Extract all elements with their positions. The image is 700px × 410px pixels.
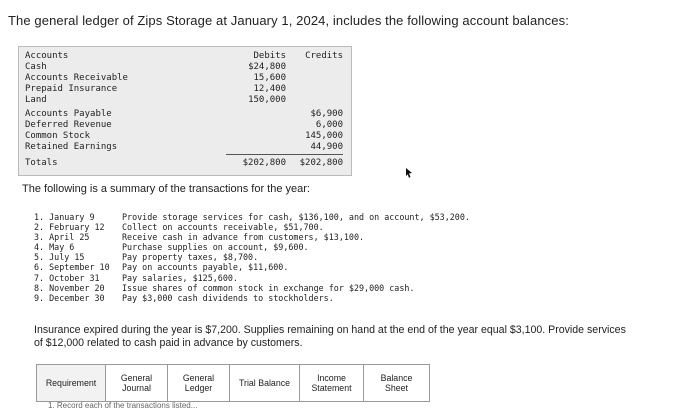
tab-general-ledger[interactable]: General Ledger [167, 365, 229, 401]
account-name: Land [25, 95, 47, 105]
debits-header: Debits [253, 51, 286, 61]
debit-total-rule [226, 154, 286, 155]
totals-label: Totals [25, 158, 58, 168]
credit-total: $202,800 [299, 158, 343, 168]
account-name: Deferred Revenue [25, 120, 112, 130]
table-row [19, 73, 351, 84]
table-row [19, 120, 351, 131]
summary-heading: The following is a summary of the transactions for the year: [22, 183, 310, 195]
requirement-instruction: 1. Record each of the transactions listed... [48, 401, 198, 410]
accounts-header: Accounts [25, 51, 69, 61]
credit-value: 145,000 [305, 131, 343, 141]
ledger-table [18, 46, 352, 176]
transaction-date: 3. April 25 [34, 232, 90, 243]
tab-general-journal[interactable]: General Journal [105, 365, 167, 401]
transaction-text: Issue shares of common stock in exchange for $29,000 cash. [122, 282, 415, 293]
tab-requirement[interactable]: Requirement [37, 365, 105, 401]
account-name: Accounts Payable [25, 109, 112, 119]
table-row [19, 131, 351, 142]
transaction-date: 9. December 30 [34, 292, 105, 303]
mouse-cursor-icon [404, 167, 414, 179]
credit-value: $6,900 [310, 109, 343, 119]
transaction-date: 1. January 9 [34, 212, 95, 222]
credit-total-rule [285, 154, 343, 155]
table-row [19, 62, 351, 73]
account-name: Accounts Receivable [25, 73, 128, 83]
totals-row [19, 158, 351, 169]
transaction-text: Provide storage services for cash, $136,100, and on account, $53,200. [122, 212, 470, 222]
transaction-text: Receive cash in advance from customers, $13,100. [122, 232, 365, 243]
transaction-date: 7. October 31 [34, 272, 100, 283]
credits-header: Credits [305, 51, 343, 61]
transaction-date: 5. July 15 [34, 252, 85, 263]
account-name: Retained Earnings [25, 142, 118, 152]
table-row [19, 109, 351, 120]
transaction-text: Purchase supplies on account, $9,600. [122, 242, 309, 253]
transaction-date: 2. February 12 [34, 222, 105, 233]
ledger-header-row [19, 51, 351, 62]
page-title: The general ledger of Zips Storage at January 1, 2024, includes the following account balances: [8, 13, 569, 28]
account-name: Prepaid Insurance [25, 84, 118, 94]
account-name: Cash [25, 62, 47, 72]
requirement-tabs [36, 364, 430, 402]
account-name: Common Stock [25, 131, 91, 141]
table-row [19, 142, 351, 153]
credit-value: 44,900 [310, 142, 343, 152]
debit-value: $24,800 [248, 62, 286, 72]
debit-total: $202,800 [242, 158, 286, 168]
transaction-text: Pay on accounts payable, $11,600. [122, 262, 289, 273]
transaction-date: 4. May 6 [34, 242, 75, 253]
transaction-text: Pay salaries, $125,600. [122, 272, 238, 283]
transaction-text: Collect on accounts receivable, $51,700. [122, 222, 324, 233]
transaction-date: 6. September 10 [34, 262, 110, 273]
credit-value: 6,000 [315, 120, 343, 130]
debit-value: 150,000 [248, 95, 286, 105]
transaction-text: Pay $3,000 cash dividends to stockholders. [122, 292, 334, 303]
adjustment-note: Insurance expired during the year is $7,200. Supplies remaining on hand at the end of the year equal $3,100. Provide services of $12,000 related to cash paid in advance by customers. [34, 324, 626, 349]
transaction-text: Pay property taxes, $8,700. [122, 252, 259, 263]
transaction-date: 8. November 20 [34, 282, 105, 293]
table-row [19, 95, 351, 106]
tab-balance-sheet[interactable]: Balance Sheet [363, 365, 429, 401]
debit-value: 12,400 [253, 84, 286, 94]
debit-value: 15,600 [253, 73, 286, 83]
tab-income-statement[interactable]: Income Statement [299, 365, 363, 401]
tab-trial-balance[interactable]: Trial Balance [229, 365, 299, 401]
table-row [19, 84, 351, 95]
